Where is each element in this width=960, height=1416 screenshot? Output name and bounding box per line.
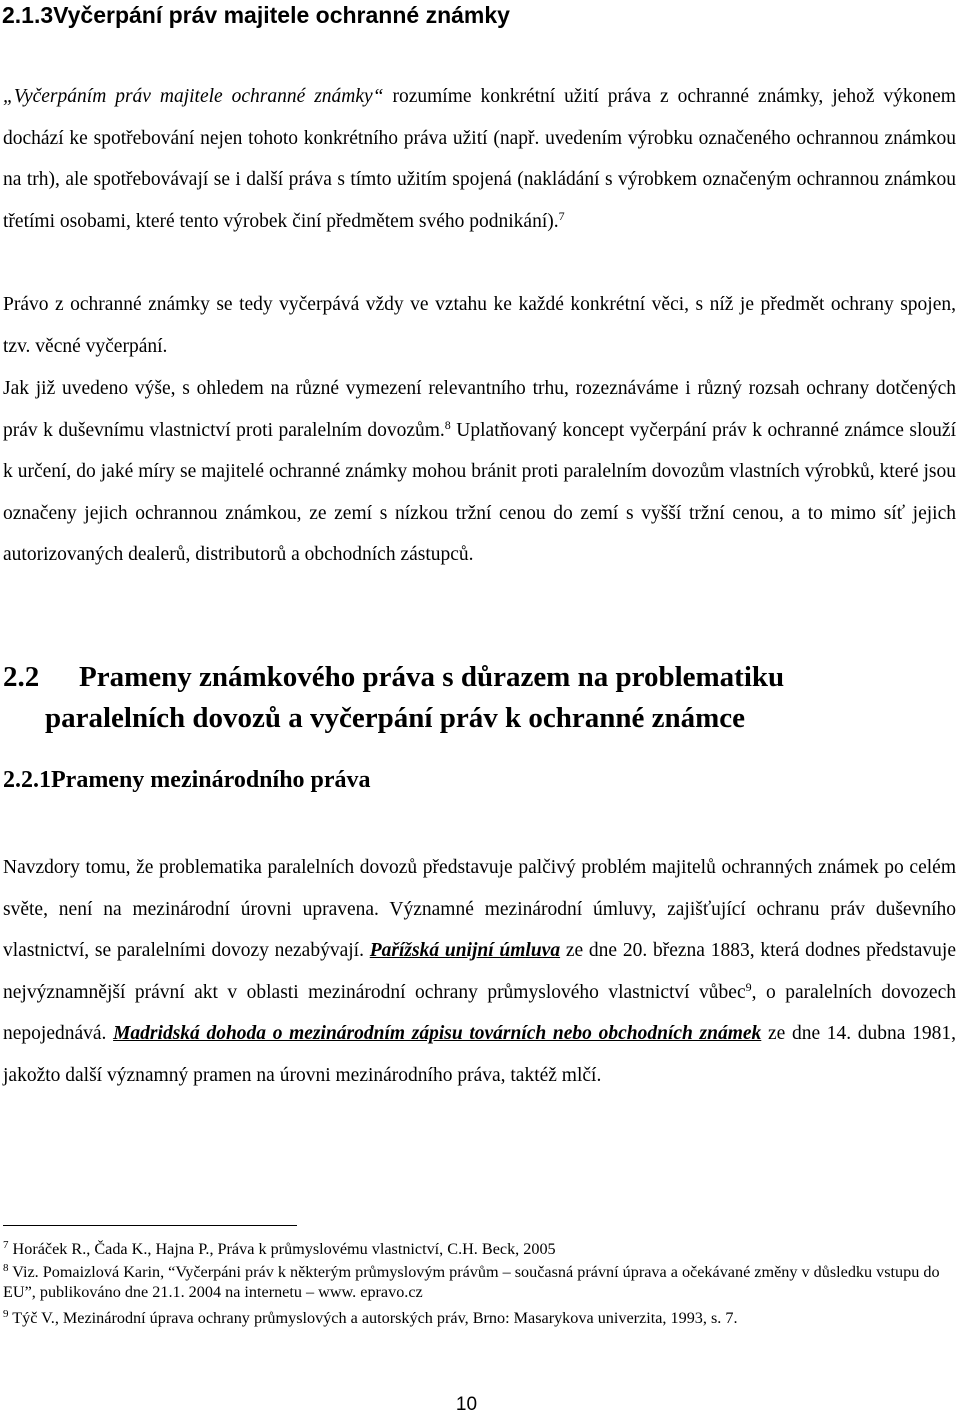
footnote-number: 7: [3, 1238, 9, 1251]
footnote-ref-8[interactable]: 8: [444, 417, 451, 432]
paragraph-text: rozumíme konkrétní užití práva z ochranné známky, jehož výkonem dochází ke spotřebování nejen tohoto konkrétního práva užití (např. uvedením výrobku označeného ochrannou známkou na trh), ale spotřebovávají se i další práva s tímto užitím spojená (nakládání s výrobkem označeným ochrannou známkou třetími osobami, které tento výrobek činí předmětem svého podnikání).: [3, 86, 956, 232]
footnote-9: [3, 1308, 956, 1328]
paragraph-exhaustion-definition: [3, 76, 956, 242]
footnote-ref-9[interactable]: 9: [745, 979, 752, 994]
paris-convention: Pařížská unijní úmluva: [369, 940, 561, 962]
defined-term: „Vyčerpáním práv majitele ochranné známky“: [3, 86, 384, 107]
chapter-heading: [3, 657, 956, 739]
paragraph-material-exhaustion: [3, 284, 956, 367]
paragraph-text: Právo z ochranné známky se tedy vyčerpává vždy ve vztahu ke každé konkrétní věci, s níž je předmět ochrany spojen, tzv. věcné vyčerpání.: [3, 294, 956, 357]
chapter-title-line2: paralelních dovozů a vyčerpání práv k ochranné známce: [45, 702, 746, 734]
chapter-number: 2.2: [3, 661, 40, 693]
footnote-separator: [3, 1225, 297, 1226]
page-number: 10: [455, 1394, 478, 1415]
paragraph-text: ze dne 14. dubna 1981, jakožto další významný pramen na úrovni mezinárodního práva, taktéž mlčí.: [3, 1023, 957, 1086]
subsection-heading: 2.2.1Prameny mezinárodního práva: [3, 767, 371, 793]
section-heading: 2.1.3Vyčerpání práv majitele ochranné známky: [2, 2, 510, 28]
footnote-text: Týč V., Mezinárodní úprava ochrany průmyslových a autorských práv, Brno: Masarykova univerzita, 1993, s. 7.: [8, 1309, 738, 1327]
chapter-title-line1: Prameny známkového práva s důrazem na problematiku: [79, 661, 785, 693]
footnote-7: [3, 1239, 956, 1259]
footnote-ref-7[interactable]: 7: [558, 208, 565, 223]
footnote-8: [3, 1262, 956, 1302]
paragraph-text: Jak již uvedeno výše, s ohledem na různé vymezení relevantního trhu, rozeznáváme i různý rozsah ochrany dotčených práv k duševnímu vlastnictví proti paralelním dovozům.: [3, 378, 956, 441]
footnote-number: 9: [3, 1307, 9, 1320]
paragraph-text: , o paralelních dovozech nepojednává.: [3, 981, 956, 1045]
madrid-agreement: Madridská dohoda o mezinárodním zápisu továrních nebo obchodních známek: [113, 1023, 762, 1045]
footnote-number: 8: [3, 1261, 9, 1274]
paragraph-text: Navzdory tomu, že problematika paralelních dovozů představuje palčivý problém majitelů ochranných známek po celém světe, není na mezinárodní úrovni upravena. Významné mezinárodní úmluvy, zajišťující ochranu práv duševního vlastnictví, se paralelními dovozy nezabývají.: [3, 857, 956, 962]
paragraph-text: Uplatňovaný koncept vyčerpání práv k ochranné známce slouží k určení, do jaké míry se majitelé ochranné známky mohou bránit proti paralelním dovozům vlastních výrobků, které jsou označeny jejich ochrannou známkou, ze zemí s nízkou tržní cenou do zemí s vyšší tržní cenou, a to mimo síť jejich autorizovaných dealerů, distributorů a obchodních zástupců.: [3, 419, 956, 566]
paragraph-market-scope: [3, 368, 956, 576]
paragraph-text: ze dne 20. března 1883, která dodnes představuje nejvýznamnější právní akt v oblasti mezinárodní ochrany průmyslového vlastnictví vůbec: [3, 940, 956, 1003]
paragraph-international-sources: [3, 847, 956, 1097]
footnote-text: Viz. Pomaizlová Karin, “Vyčerpáni práv k některým průmyslovým právům – současná právní úprava a očekávané změny v důsledku vstupu do EU”, publikováno dne 21.1. 2004 na internetu – www. epravo.cz: [3, 1263, 940, 1301]
footnote-text: Horáček R., Čada K., Hajna P., Práva k průmyslovému vlastnictví, C.H. Beck, 2005: [8, 1240, 556, 1258]
